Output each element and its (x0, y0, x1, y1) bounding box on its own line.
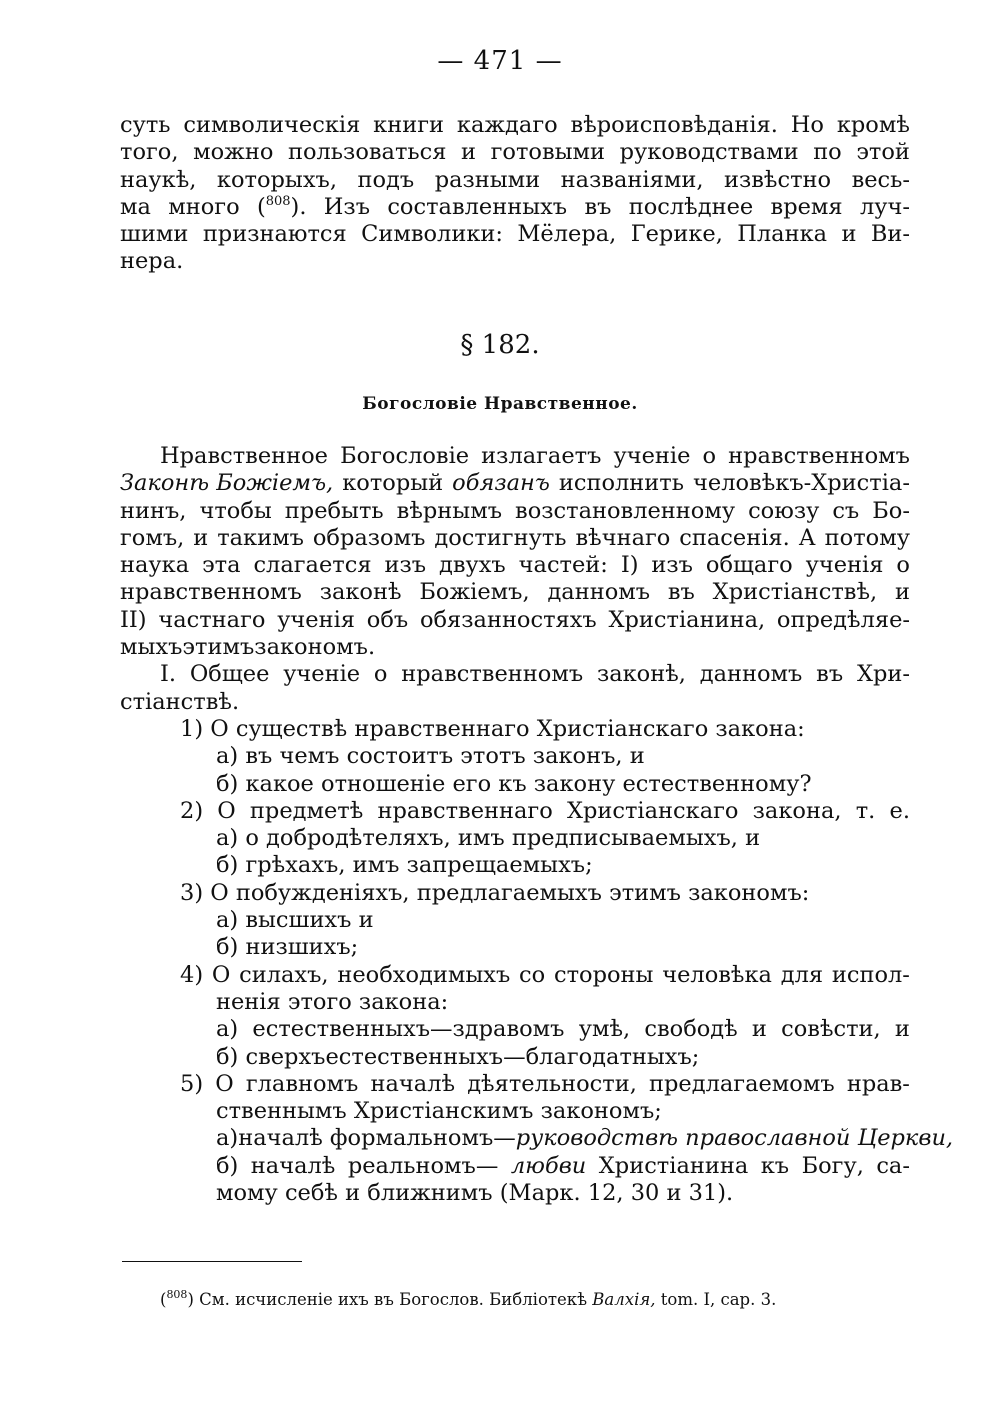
word: суть (120, 112, 171, 138)
word: II) (120, 606, 147, 633)
footnote-text: См. исчисленіе ихъ въ Богослов. Библіотекѣ (199, 1290, 593, 1309)
word: 4) (180, 961, 204, 988)
word: въ (584, 193, 612, 220)
footnote-rule (122, 1261, 302, 1262)
word: о (373, 661, 388, 688)
word: нравственномъ (401, 661, 584, 688)
word: вѣроисповѣданія. (570, 112, 778, 138)
text-line (120, 634, 910, 661)
word: вѣрнымъ (396, 497, 503, 524)
word: и (841, 221, 857, 248)
word: того, (120, 139, 179, 166)
word: ственнымъ Христіанскимъ закономъ; (216, 1098, 662, 1125)
word: наукѣ, (120, 166, 197, 193)
word: Хри- (856, 661, 910, 688)
word: и (895, 579, 910, 606)
word: б) какое отношеніе его къ закону естественному? (216, 770, 812, 797)
word: исполнить (558, 470, 684, 497)
text-line (120, 221, 910, 248)
text-line (120, 139, 910, 166)
word: ученія (805, 552, 884, 579)
text-line (120, 934, 910, 961)
word: дѣятельности, (467, 1070, 637, 1097)
word: ма (120, 193, 151, 220)
word: а) (216, 1016, 239, 1043)
footnote-italic: Валхія, (592, 1290, 656, 1309)
text-line (120, 716, 910, 743)
footnote: ($^{808}$) См. исчисленіе ихъ въ Богослов. Библіотекѣ Валхія, tom. I, cap. 3. (160, 1288, 777, 1309)
word: достигнуть (434, 524, 567, 551)
word: б) грѣхахъ, имъ запрещаемыхъ; (216, 852, 593, 879)
word: т. (855, 797, 876, 824)
word: Герике, (630, 221, 723, 248)
word: чтобы (199, 497, 272, 524)
word: Христіанствѣ, (712, 579, 878, 606)
word: 3) О побужденіяхъ, предлагаемыхъ этимъ закономъ: (180, 879, 810, 906)
word: о (896, 552, 910, 579)
word: каждаго (456, 112, 558, 138)
text-line (120, 689, 910, 716)
word: по (813, 139, 842, 166)
word: умѣ, (578, 1016, 631, 1043)
word: предлагаемомъ (649, 1070, 835, 1097)
word: названіями, (560, 166, 704, 193)
word: общаго (705, 552, 793, 579)
word: О (217, 797, 236, 824)
word: 1) О существѣ нравственнаго Христіанскаго закона: (180, 715, 805, 742)
word: Планка (737, 221, 828, 248)
word: эта (202, 552, 241, 579)
word: весь- (851, 166, 910, 193)
word: руководствѣ православной Церкви, (515, 1125, 954, 1152)
word: силахъ, (239, 961, 329, 988)
word: стіанствѣ. (120, 688, 240, 715)
text-line (120, 498, 910, 525)
word: I) (620, 552, 639, 579)
word: Богословіе (340, 443, 470, 469)
word: мыхъ (120, 634, 183, 661)
word: къ (760, 1152, 790, 1179)
word: время (770, 193, 843, 220)
intro-paragraph (120, 112, 910, 276)
word: и (461, 139, 477, 166)
word: въ (667, 579, 695, 606)
text-line (120, 1180, 910, 1207)
word: необходимыхъ (337, 961, 511, 988)
word: потому (824, 524, 910, 551)
word: Богу, (801, 1152, 864, 1179)
word: со (519, 961, 546, 988)
page-number: — 471 — (437, 46, 563, 76)
word: извѣстно (723, 166, 832, 193)
word: законѣ, (596, 661, 686, 688)
word: О (211, 961, 231, 988)
word: частей: (518, 552, 608, 579)
word: естественныхъ—здравомъ (252, 1016, 565, 1043)
text-line (120, 989, 910, 1016)
word: союзу (748, 497, 820, 524)
word: I. (160, 661, 177, 688)
text-line (120, 443, 910, 470)
word: гомъ, (120, 524, 185, 551)
word: изъ (384, 552, 427, 579)
word: е. (889, 797, 910, 824)
text-line (120, 743, 910, 770)
word: такимъ (217, 524, 304, 551)
word: Ви- (870, 221, 910, 248)
word: А (798, 524, 816, 551)
word: книги (373, 112, 444, 138)
word: стороны (553, 961, 654, 988)
word: наука (120, 552, 190, 579)
word: нинъ, (120, 497, 187, 524)
word: разными (434, 166, 541, 193)
text-line (120, 167, 910, 194)
word: обязанъ (452, 470, 550, 497)
word: много (168, 193, 240, 220)
word: который (342, 470, 444, 497)
main-text (120, 443, 954, 1207)
word: нрав- (846, 1070, 910, 1097)
word: мому себѣ и ближнимъ (Марк. 12, 30 и 31). (216, 1180, 734, 1207)
word: объ (366, 606, 409, 633)
word: вѣчнаго (575, 524, 671, 551)
text-line (120, 880, 910, 907)
word: въ (816, 661, 844, 688)
word: обязанностяхъ (419, 606, 597, 633)
word: Общее (189, 661, 270, 688)
word: составленныхъ (387, 193, 568, 220)
text-line (120, 607, 910, 634)
word: началѣ (370, 1070, 456, 1097)
word: ($^{808}$). (256, 193, 307, 220)
text-line (120, 579, 910, 606)
text-line (120, 194, 910, 221)
word: и (894, 1016, 910, 1043)
word: для (780, 961, 824, 988)
word: символическія (183, 112, 361, 138)
word: 5) (180, 1070, 204, 1097)
word: спасенія. (679, 524, 790, 551)
text-line (120, 661, 910, 688)
word: любви (510, 1152, 587, 1179)
text-line (120, 248, 910, 275)
word: изъ (651, 552, 693, 579)
word: Изъ (323, 193, 371, 220)
word: нравственнаго (377, 797, 553, 824)
word: излагаетъ (481, 443, 602, 469)
word: нравственномъ (120, 579, 302, 606)
word: Божіемъ, (419, 579, 530, 606)
section-heading: § 182. (460, 330, 540, 360)
word: признаются (202, 221, 347, 248)
text-line (120, 1071, 910, 1098)
word: слагается (253, 552, 372, 579)
word: главномъ (245, 1070, 359, 1097)
word: о (702, 443, 717, 469)
word: человѣка (662, 961, 772, 988)
word: свободѣ (644, 1016, 738, 1043)
word: а) о добродѣтеляхъ, имъ предписываемыхъ, и (216, 825, 761, 852)
word: О (215, 1070, 234, 1097)
word: готовыми (490, 139, 606, 166)
word: са- (876, 1152, 910, 1179)
word: б) сверхъестественныхъ—благодатныхъ; (216, 1043, 700, 1070)
word: нравственномъ (728, 443, 910, 469)
word: реальномъ— (347, 1152, 499, 1179)
word: Законѣ Божіемъ, (120, 470, 334, 497)
word: Христіанина, (608, 606, 766, 633)
word: можно (193, 139, 274, 166)
word: Бо- (872, 497, 910, 524)
word: ученіе (283, 661, 361, 688)
word: Нравственное (160, 443, 328, 469)
word: кромѣ (836, 112, 910, 138)
word: возстановленному (515, 497, 736, 524)
text-line (120, 907, 910, 934)
word: Христіанина (598, 1152, 749, 1179)
word: закона, (752, 797, 842, 824)
word: а) высшихъ и (216, 907, 374, 934)
text-line (120, 771, 910, 798)
word: человѣкъ-Христіа- (693, 470, 910, 497)
word: и (193, 524, 209, 551)
word: послѣднее (628, 193, 754, 220)
text-line (120, 852, 910, 879)
word: б) низшихъ; (216, 934, 359, 961)
text-line (120, 962, 910, 989)
word: луч- (859, 193, 910, 220)
word: ученіе (613, 443, 691, 469)
word: началѣ формальномъ— (238, 1125, 516, 1152)
text-line (120, 1098, 910, 1125)
word: шими (120, 221, 189, 248)
text-line (120, 112, 910, 139)
word: ненія этого закона: (216, 988, 449, 1015)
footnote-marker: 808 (166, 1288, 188, 1301)
word: предметѣ (249, 797, 364, 824)
word: руководствами (619, 139, 799, 166)
word: Но (790, 112, 824, 138)
word: частнаго (158, 606, 266, 633)
word: нера. (120, 248, 184, 275)
word: данномъ (547, 579, 651, 606)
word: пребыть (284, 497, 384, 524)
word: совѣсти, (781, 1016, 881, 1043)
word: образомъ (312, 524, 426, 551)
word: подъ (357, 166, 415, 193)
word: пользоваться (287, 139, 447, 166)
word: началѣ (250, 1152, 336, 1179)
word: законѣ (319, 579, 402, 606)
word: этой (856, 139, 910, 166)
footnote-text-end: tom. I, cap. 3. (655, 1290, 777, 1309)
word: съ (832, 497, 860, 524)
word: закономъ. (254, 634, 376, 661)
word: этимъ (182, 634, 255, 661)
text-line (120, 825, 910, 852)
word: испол- (831, 961, 910, 988)
word: б) (216, 1152, 239, 1179)
word: 2) (180, 797, 204, 824)
text-line (120, 525, 910, 552)
text-line (120, 470, 910, 497)
word: двухъ (438, 552, 506, 579)
word: и (751, 1016, 767, 1043)
text-line (120, 1125, 954, 1152)
word: Мёлера, (517, 221, 617, 248)
word: Христіанскаго (566, 797, 739, 824)
word: а) (216, 1125, 239, 1152)
word: которыхъ, (216, 166, 337, 193)
text-line (120, 1016, 910, 1043)
text-line (120, 1044, 910, 1071)
word: опредѣляе- (776, 606, 910, 633)
text-line (120, 1153, 910, 1180)
word: Символики: (361, 221, 503, 248)
text-line (120, 552, 910, 579)
word: а) въ чемъ состоитъ этотъ законъ, и (216, 743, 645, 770)
word: данномъ (699, 661, 803, 688)
word: ученія (277, 606, 356, 633)
section-subtitle: Богословіе Нравственное. (362, 394, 638, 414)
text-line (120, 798, 910, 825)
